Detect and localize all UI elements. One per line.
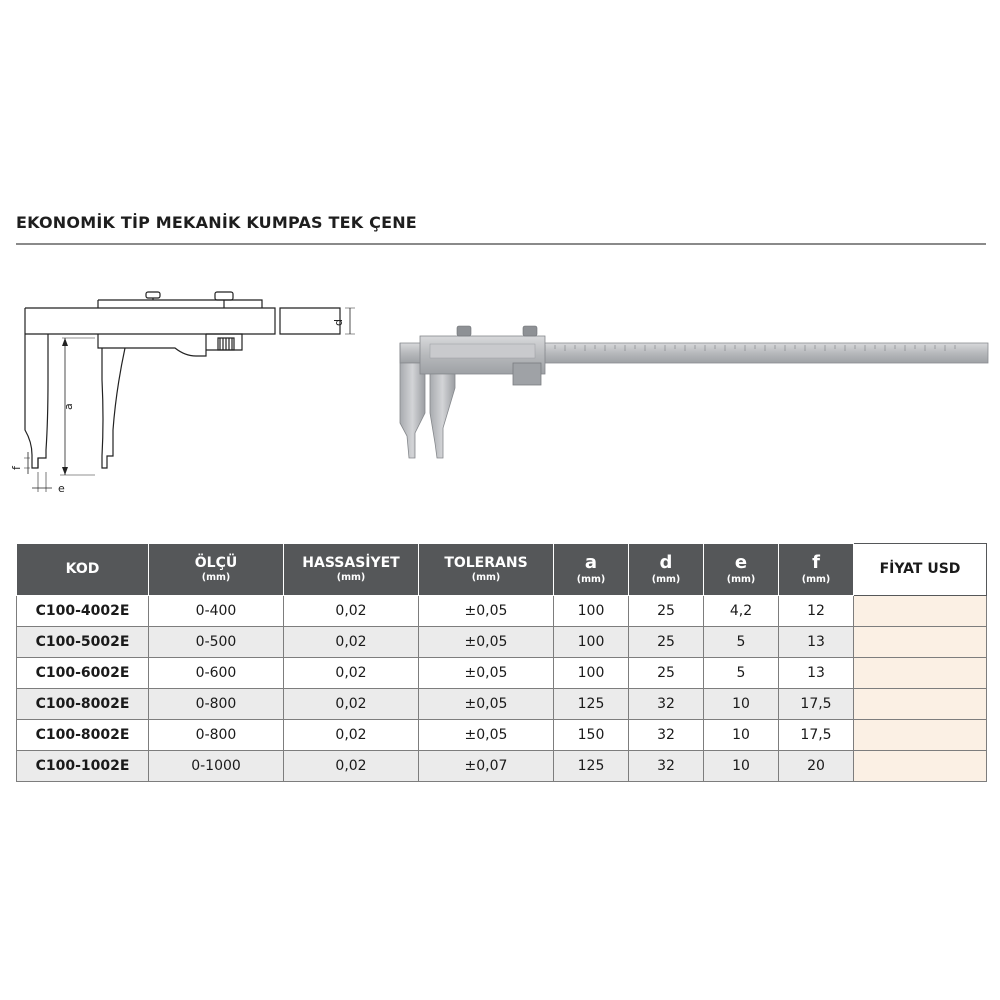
cell-f: 20 bbox=[779, 751, 854, 782]
cell-e: 5 bbox=[704, 627, 779, 658]
cell-f: 13 bbox=[779, 658, 854, 689]
cell-a: 100 bbox=[554, 596, 629, 627]
cell-a: 150 bbox=[554, 720, 629, 751]
cell-tolerans: ±0,05 bbox=[419, 627, 554, 658]
cell-a: 100 bbox=[554, 658, 629, 689]
cell-tolerans: ±0,05 bbox=[419, 689, 554, 720]
header-fiyat-usd: FİYAT USD bbox=[854, 544, 987, 596]
cell-olcu: 0-500 bbox=[149, 627, 284, 658]
cell-fiyat bbox=[854, 720, 987, 751]
cell-d: 25 bbox=[629, 658, 704, 689]
cell-e: 4,2 bbox=[704, 596, 779, 627]
dimension-label-d: d bbox=[332, 319, 345, 326]
table-row bbox=[17, 689, 987, 720]
cell-d: 32 bbox=[629, 689, 704, 720]
cell-d: 25 bbox=[629, 627, 704, 658]
table-row bbox=[17, 720, 987, 751]
table-row bbox=[17, 627, 987, 658]
cell-a: 100 bbox=[554, 627, 629, 658]
cell-hassasiyet: 0,02 bbox=[284, 596, 419, 627]
cell-f: 17,5 bbox=[779, 689, 854, 720]
cell-hassasiyet: 0,02 bbox=[284, 720, 419, 751]
dimension-label-a: a bbox=[62, 403, 75, 410]
cell-tolerans: ±0,05 bbox=[419, 720, 554, 751]
dimension-label-e: e bbox=[58, 482, 65, 495]
cell-e: 10 bbox=[704, 751, 779, 782]
page-title: EKONOMİK TİP MEKANİK KUMPAS TEK ÇENE bbox=[16, 213, 417, 232]
cell-e: 10 bbox=[704, 689, 779, 720]
cell-d: 25 bbox=[629, 596, 704, 627]
cell-hassasiyet: 0,02 bbox=[284, 689, 419, 720]
cell-d: 32 bbox=[629, 720, 704, 751]
header-olcu: ÖLÇÜ (mm) bbox=[149, 544, 284, 596]
cell-e: 5 bbox=[704, 658, 779, 689]
cell-fiyat bbox=[854, 596, 987, 627]
spec-table bbox=[16, 543, 987, 782]
cell-d: 32 bbox=[629, 751, 704, 782]
cell-hassasiyet: 0,02 bbox=[284, 751, 419, 782]
cell-a: 125 bbox=[554, 751, 629, 782]
cell-tolerans: ±0,07 bbox=[419, 751, 554, 782]
table-row bbox=[17, 658, 987, 689]
cell-kod: C100-8002E bbox=[17, 689, 149, 720]
cell-a: 125 bbox=[554, 689, 629, 720]
cell-e: 10 bbox=[704, 720, 779, 751]
cell-tolerans: ±0,05 bbox=[419, 658, 554, 689]
cell-f: 17,5 bbox=[779, 720, 854, 751]
caliper-photo bbox=[395, 318, 990, 468]
cell-fiyat bbox=[854, 627, 987, 658]
cell-hassasiyet: 0,02 bbox=[284, 627, 419, 658]
table-row bbox=[17, 596, 987, 627]
cell-olcu: 0-1000 bbox=[149, 751, 284, 782]
cell-kod: C100-4002E bbox=[17, 596, 149, 627]
header-kod: KOD bbox=[17, 544, 149, 596]
table-row bbox=[17, 751, 987, 782]
cell-fiyat bbox=[854, 689, 987, 720]
title-divider bbox=[16, 243, 986, 245]
caliper-diagram bbox=[10, 280, 360, 500]
cell-kod: C100-5002E bbox=[17, 627, 149, 658]
table-header-row bbox=[17, 544, 987, 596]
header-tolerans: TOLERANS (mm) bbox=[419, 544, 554, 596]
cell-olcu: 0-800 bbox=[149, 720, 284, 751]
header-a: a (mm) bbox=[554, 544, 629, 596]
dimension-label-f: f bbox=[10, 466, 23, 470]
cell-tolerans: ±0,05 bbox=[419, 596, 554, 627]
cell-fiyat bbox=[854, 751, 987, 782]
cell-kod: C100-8002E bbox=[17, 720, 149, 751]
cell-fiyat bbox=[854, 658, 987, 689]
cell-kod: C100-1002E bbox=[17, 751, 149, 782]
cell-hassasiyet: 0,02 bbox=[284, 658, 419, 689]
header-f: f (mm) bbox=[779, 544, 854, 596]
cell-f: 13 bbox=[779, 627, 854, 658]
cell-f: 12 bbox=[779, 596, 854, 627]
cell-olcu: 0-400 bbox=[149, 596, 284, 627]
header-hassasiyet: HASSASİYET (mm) bbox=[284, 544, 419, 596]
cell-kod: C100-6002E bbox=[17, 658, 149, 689]
cell-olcu: 0-600 bbox=[149, 658, 284, 689]
cell-olcu: 0-800 bbox=[149, 689, 284, 720]
header-d: d (mm) bbox=[629, 544, 704, 596]
header-e: e (mm) bbox=[704, 544, 779, 596]
